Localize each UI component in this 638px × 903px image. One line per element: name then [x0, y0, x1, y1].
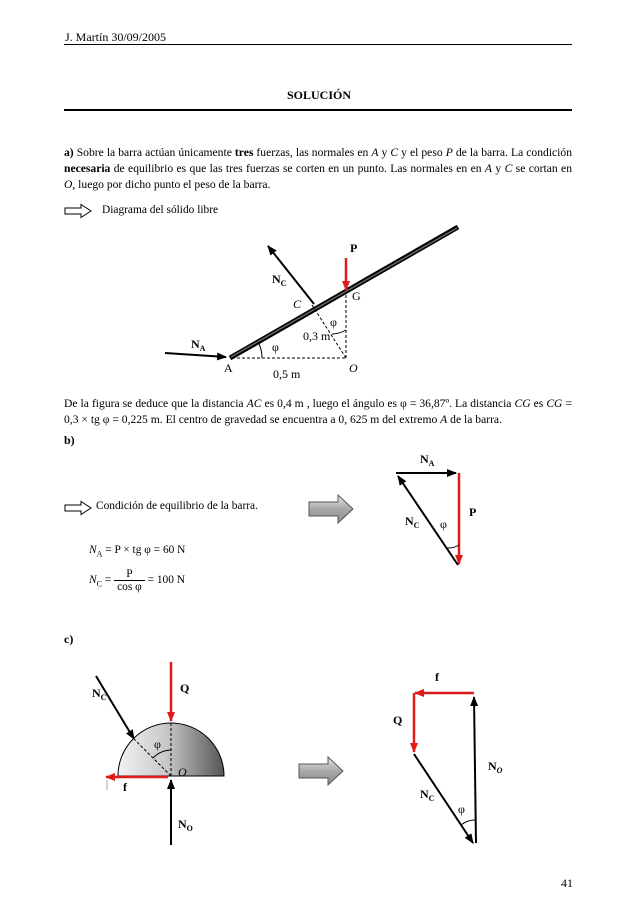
label-NC: $N_C$ [405, 514, 420, 530]
text-run: y [378, 146, 391, 159]
text-run: De la figura se deduce que la distancia [64, 397, 247, 410]
var-P: P [445, 146, 453, 159]
label-phi: φ [154, 737, 161, 751]
var-A: A [371, 146, 379, 159]
label-NC: $N_C$ [92, 686, 107, 702]
var-CG: CG [514, 397, 531, 410]
text-run: de la barra. [447, 413, 502, 426]
var-A: A [484, 162, 492, 175]
eq-result: = 100 N [147, 574, 185, 587]
label-A: A [224, 361, 233, 375]
label-NA: $N_A$ [191, 337, 206, 353]
label-0-5m: 0,5 m [273, 367, 301, 381]
label-P: P [469, 505, 477, 519]
bold-tres: tres [234, 146, 254, 159]
text-run: = 0,3 × tg φ = 0,225 m. El centro de gravedad se encuentra a 0, 625 m del extremo [64, 397, 572, 426]
label-NO: $N_O$ [178, 817, 193, 833]
var-AC: AC [246, 397, 262, 410]
text-run: se cortan en [512, 162, 573, 175]
var-O: O [64, 178, 73, 191]
angle-arc [461, 820, 475, 825]
eq-equals: = [101, 574, 112, 587]
label-P: P [350, 241, 358, 255]
equilibrium-condition: Condición de equilibrio de la barra. [96, 500, 258, 512]
var-C: C [504, 162, 513, 175]
header-author-date: J. Martín 30/09/2005 [65, 30, 166, 44]
label-f: f [123, 780, 127, 794]
var-CG: CG [546, 397, 563, 410]
gray-arrow-icon [298, 756, 344, 786]
part-b-letter: b) [64, 433, 75, 447]
eq-rest: = P × tg φ = 60 N [102, 544, 186, 556]
frac-den: cos φ [117, 581, 142, 593]
label-NA: $N_A$ [420, 452, 435, 468]
label-NC: $N_C$ [272, 272, 287, 288]
label-f: f [435, 670, 439, 684]
frac-num: P [114, 568, 145, 581]
text-run: , luego por dicho punto el peso de la barra. [72, 178, 271, 191]
label-NO: $N_O$ [488, 759, 503, 775]
label-C: C [293, 297, 302, 311]
label-Q: Q [180, 681, 190, 695]
var-C: C [390, 146, 399, 159]
label-phi-bottom: φ [272, 340, 279, 354]
text-run: de equilibrio es que las tres fuerzas se corten en un punto. Las normales en en [110, 162, 485, 175]
label-phi: φ [440, 517, 447, 531]
eq-var: N [89, 574, 97, 587]
diagram-label: Diagrama del sólido libre [102, 204, 219, 216]
NO-vector [474, 697, 476, 843]
text-run: fuerzas, las normales en [253, 146, 372, 159]
label-phi-top: φ [330, 315, 337, 329]
text-run: y el peso [398, 146, 446, 159]
text-run: y [492, 162, 505, 175]
var-A: A [440, 413, 448, 426]
text-run: es 0,4 m , luego el ángulo es φ = 36,87º. La distancia [261, 397, 515, 410]
page-number: 41 [561, 876, 573, 890]
text-run: Sobre la barra actúan únicamente [73, 146, 235, 159]
text-run: de la barra. La condición [452, 146, 573, 159]
eq-sub: A [96, 549, 103, 559]
eq-var: N [89, 544, 97, 556]
part-a-letter: a) [64, 146, 74, 159]
label-G: G [352, 289, 361, 303]
label-phi: φ [458, 802, 465, 816]
section-title: SOLUCIÓN [286, 88, 351, 102]
bold-necesaria: necesaria [64, 162, 111, 175]
label-NC: $N_C$ [420, 787, 435, 803]
eq-sub: C [96, 579, 102, 589]
NC-force-arrow [96, 676, 134, 739]
text-run: es [530, 397, 547, 410]
label-O: O [178, 765, 187, 779]
label-O: O [349, 361, 358, 375]
label-0-3m: 0,3 m [303, 329, 331, 343]
part-c-letter: c) [64, 632, 74, 646]
label-Q: Q [393, 713, 403, 727]
